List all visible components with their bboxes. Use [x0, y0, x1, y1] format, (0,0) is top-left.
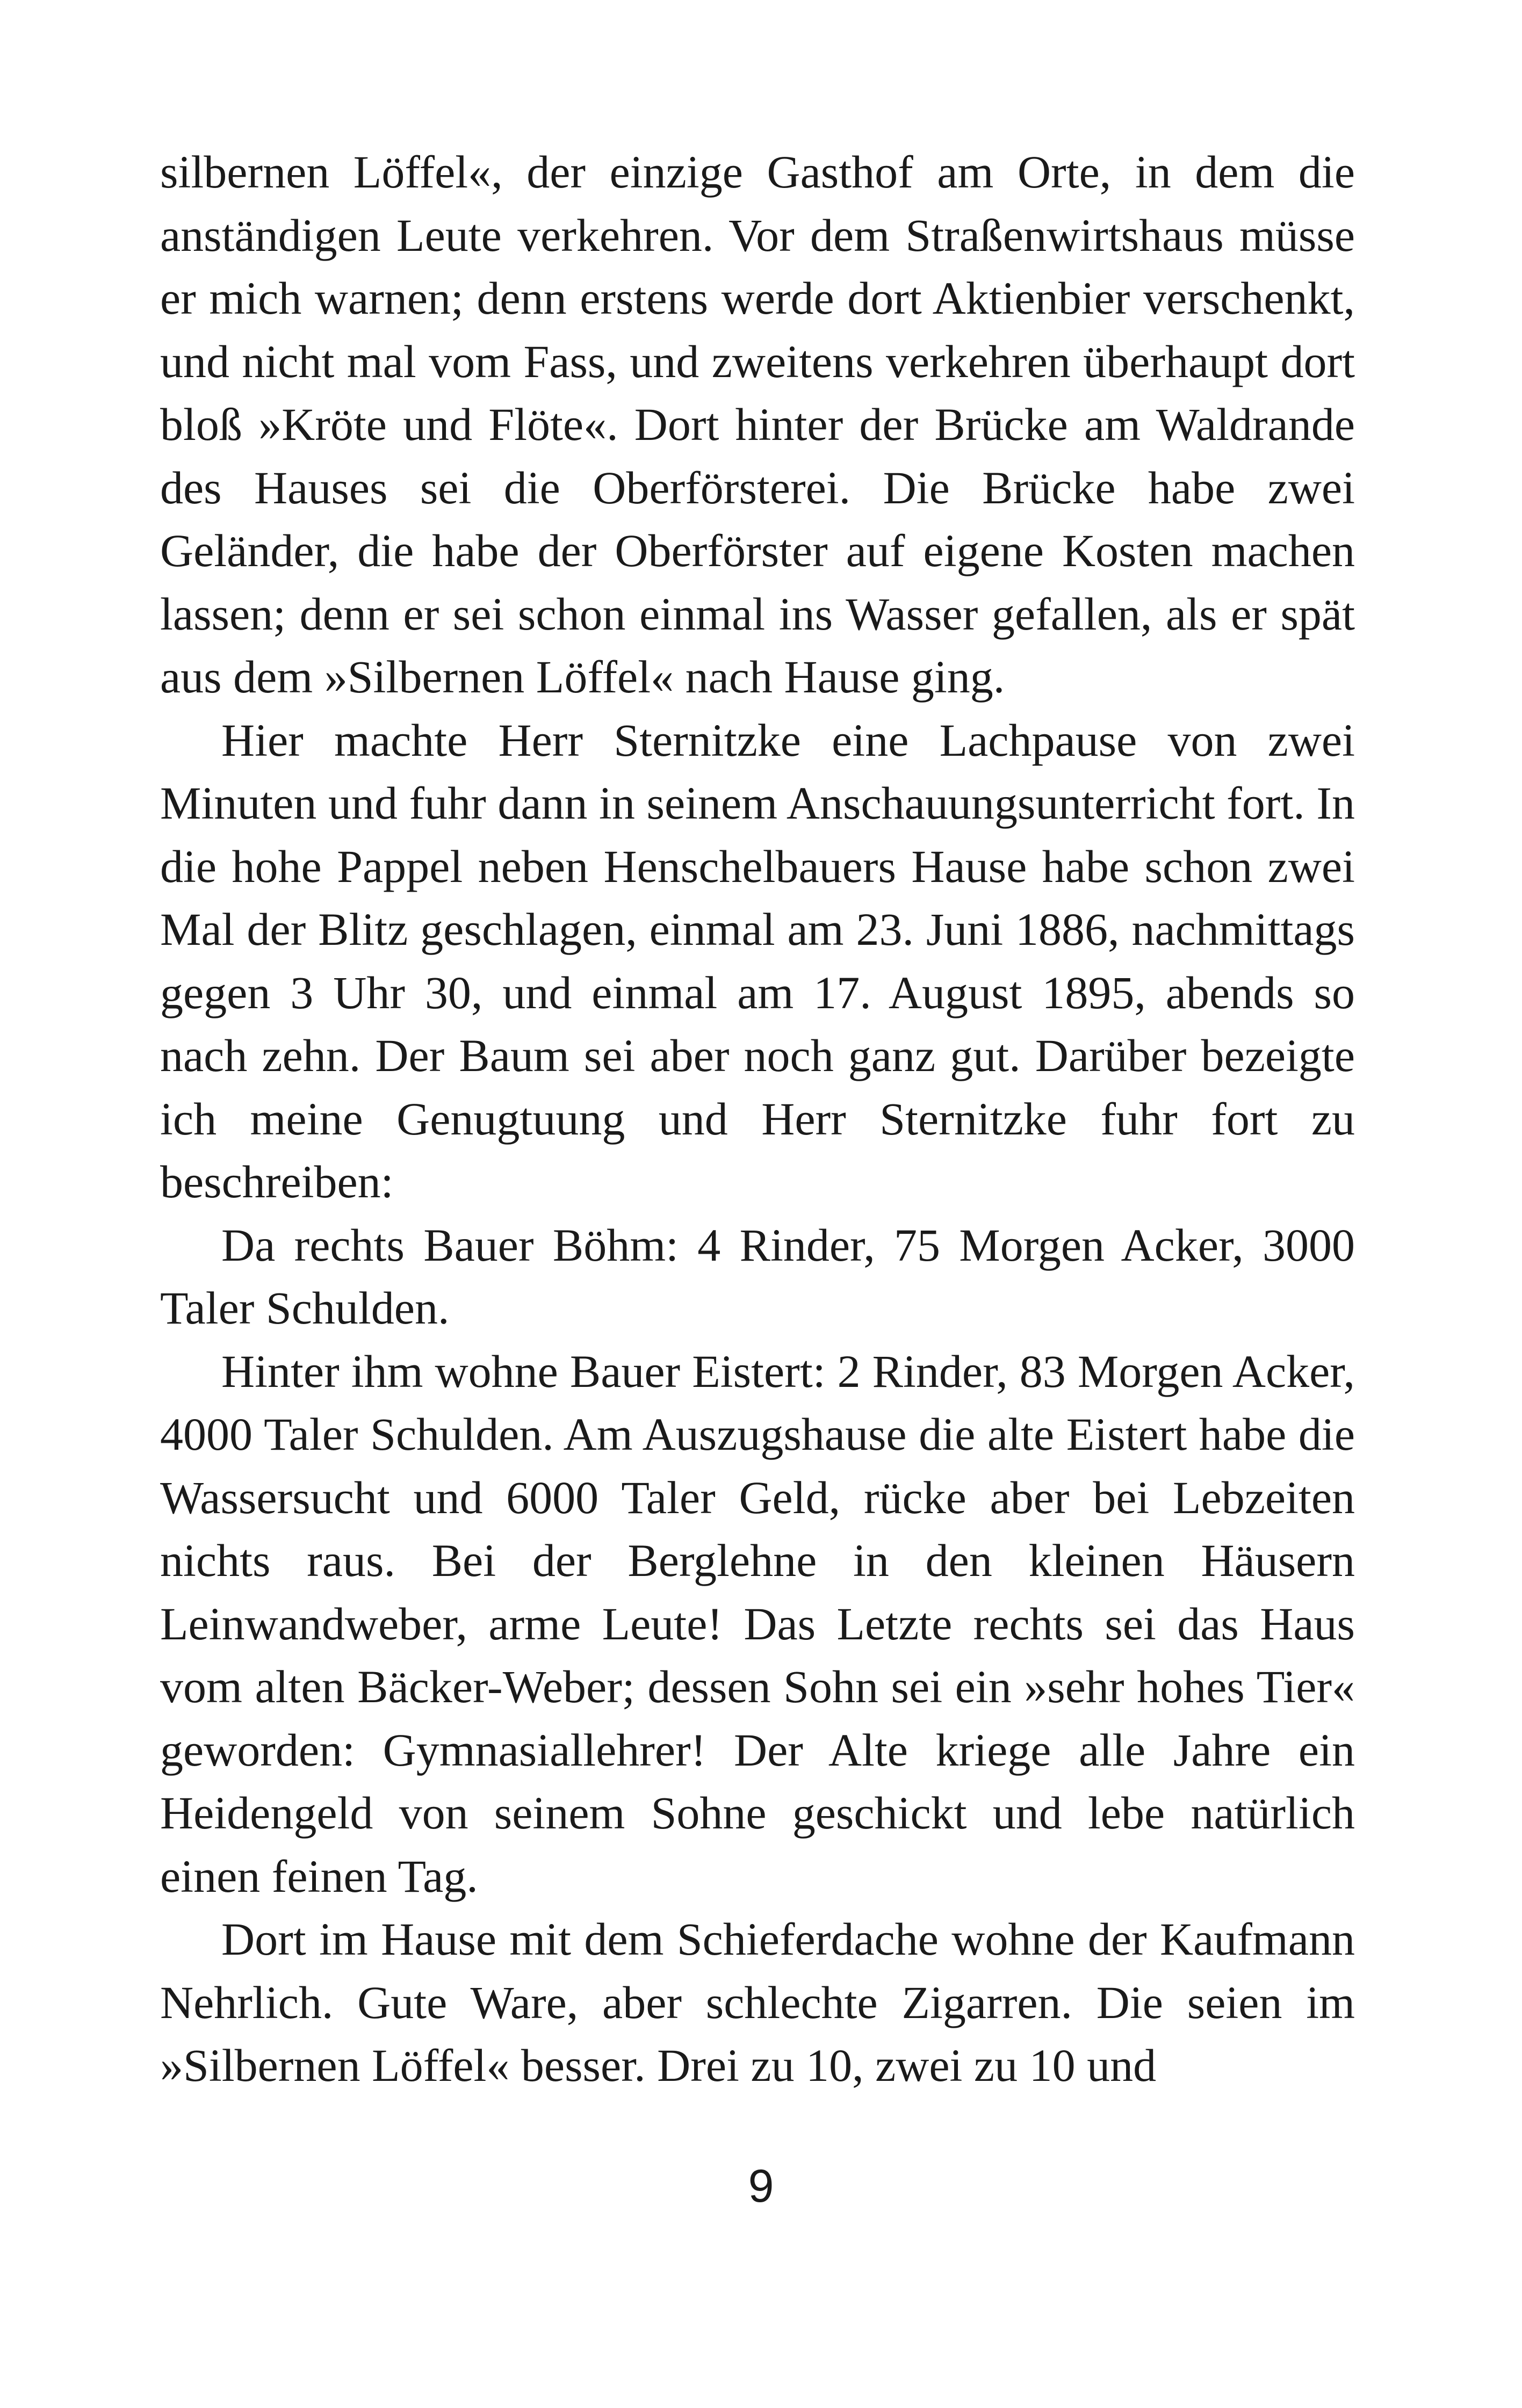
paragraph-3: Da rechts Bauer Böhm: 4 Rinder, 75 Morgen Acker, 3000 Taler Schulden.: [160, 1219, 1355, 1334]
page-number: 9: [748, 2160, 774, 2212]
paragraph-5: Dort im Hause mit dem Schieferdache wohne der Kaufmann Nehrlich. Gute Ware, aber schlechte Zigarren. Die seien im »Silbernen Löffel« besser. Drei zu 10, zwei zu 10 und: [160, 1913, 1355, 2091]
paragraph-2: Hier machte Herr Sternitzke eine Lachpause von zwei Minuten und fuhr dann in seinem Anschauungsunterricht fort. In die hohe Pappel neben Henschelbauers Hause habe schon zwei Mal der Blitz geschlagen, einmal am 23. Juni 1886, nachmittags gegen 3 Uhr 30, und einmal am 17. August 1895, abends so nach zehn. Der Baum sei aber noch ganz gut. Darüber bezeigte ich meine Genugtuung und Herr Sternitzke fuhr fort zu beschreiben:: [160, 714, 1355, 1207]
paragraph-4: Hinter ihm wohne Bauer Eistert: 2 Rinder, 83 Morgen Acker, 4000 Taler Schulden. Am Auszugshause die alte Eistert habe die Wassersucht und 6000 Taler Geld, rücke aber bei Lebzeiten nichts raus. Bei der Berglehne in den kleinen Häusern Leinwandweber, arme Leute! Das Letzte rechts sei das Haus vom alten Bäcker-Weber; dessen Sohn sei ein »sehr hohes Tier« geworden: Gymnasiallehrer! Der Alte kriege alle Jahre ein Heidengeld von seinem Sohne geschickt und lebe natürlich einen feinen Tag.: [160, 1345, 1355, 1902]
paragraph-1: silbernen Löffel«, der einzige Gasthof am Orte, in dem die anständigen Leute verkehren. Vor dem Straßenwirtshaus müsse er mich warnen; denn erstens werde dort Aktienbier verschenkt, und nicht mal vom Fass, und zweitens verkehren überhaupt dort bloß »Kröte und Flöte«. Dort hinter der Brücke am Waldrande des Hauses sei die Oberförsterei. Die Brücke habe zwei Geländer, die habe der Oberförster auf eigene Kosten machen lassen; denn er sei schon einmal ins Wasser gefallen, als er spät aus dem »Silbernen Löffel« nach Hause ging.: [160, 146, 1355, 703]
body-text: [160, 141, 1355, 2098]
